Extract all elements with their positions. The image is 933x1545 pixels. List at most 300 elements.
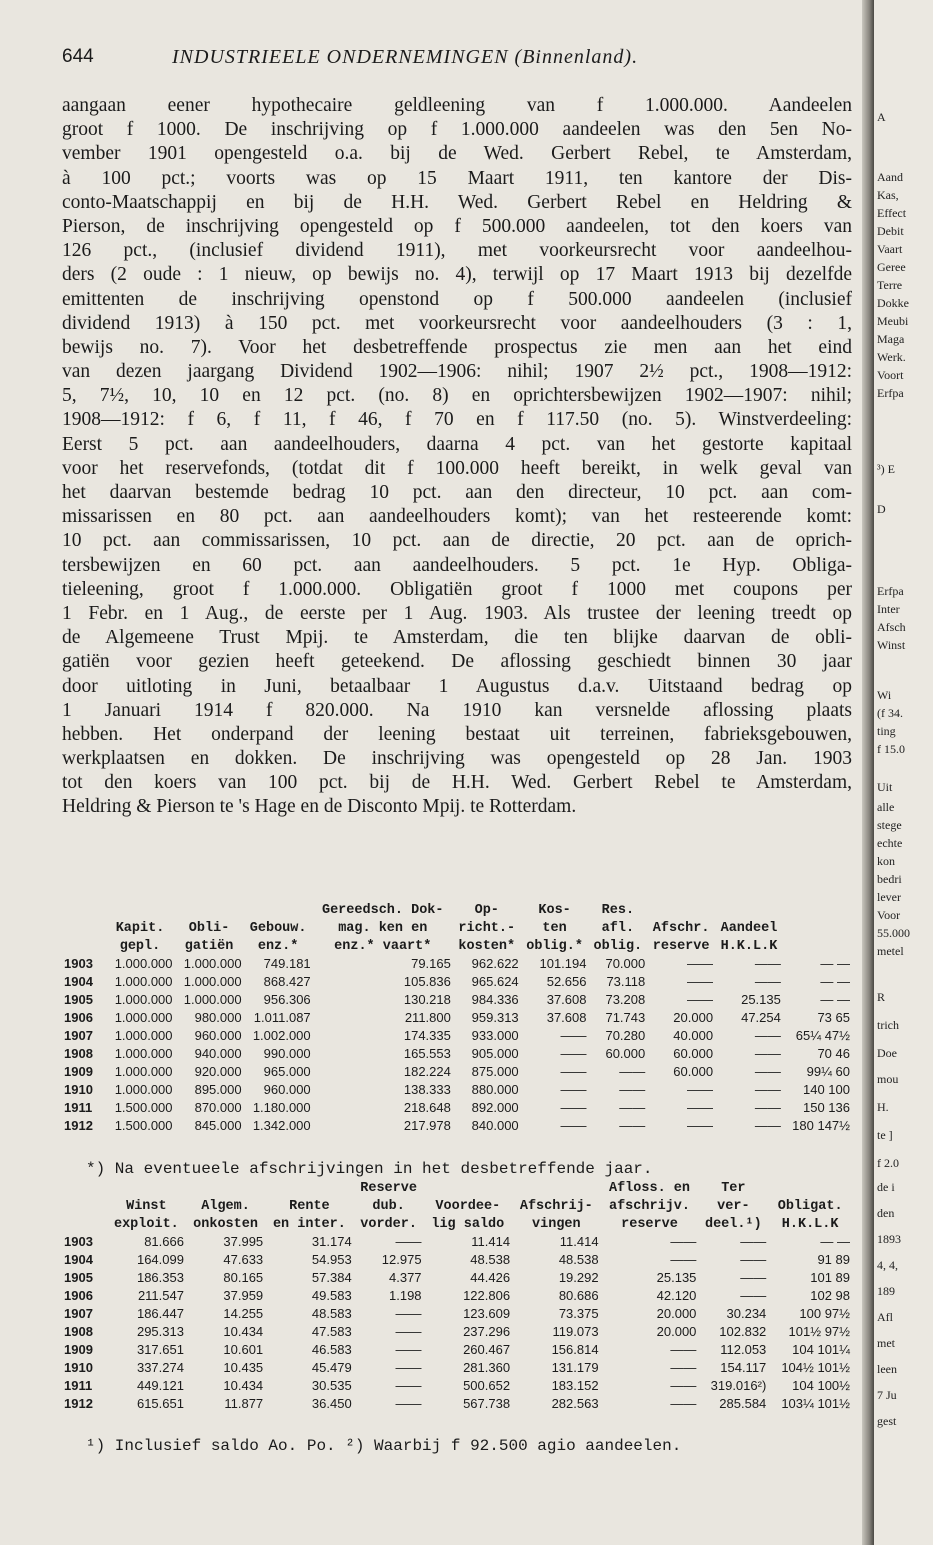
table-header-row <box>62 918 852 936</box>
text-line: door uitloting in Juni, betaalbaar 1 Augustus d.a.v. Uitstaand bedrag op <box>62 675 852 697</box>
text-line: Heldring & Pierson te 's Hage en de Disconto Mpij. te Rotterdam. <box>62 796 577 818</box>
table-cell: — — <box>820 955 850 971</box>
table-cell: 48.538 <box>470 1251 511 1267</box>
text-line: hebben. Het onderpand der leening bestaat uit terreinen, fabrieksgebouwen, <box>62 723 852 745</box>
table1-footnote: *) Na eventueele afschrijvingen in het desbetreffende jaar. <box>86 1160 653 1178</box>
table-cell: 104½ 101½ <box>781 1359 850 1375</box>
table-cell: —— <box>395 1233 422 1249</box>
year-cell: 1912 <box>64 1117 93 1133</box>
table-cell: 131.179 <box>551 1359 599 1375</box>
year-cell: 1906 <box>64 1287 93 1303</box>
table-cell: 10.434 <box>223 1377 264 1393</box>
year-cell: 1905 <box>64 991 93 1007</box>
table-cell: —— <box>754 1099 781 1115</box>
column-header: H.K.L.K <box>781 1217 839 1232</box>
adjacent-page-fragment: de i <box>877 1180 895 1194</box>
adjacent-page-fragment: Voor <box>877 908 901 922</box>
column-header <box>62 1178 107 1196</box>
table-cell: 1.198 <box>389 1287 422 1303</box>
table-cell: 49.583 <box>311 1287 352 1303</box>
adjacent-page-fragment: A <box>877 110 886 124</box>
table-cell: 965.624 <box>471 973 519 989</box>
table-cell: 70.280 <box>605 1027 646 1043</box>
table-cell: 20.000 <box>656 1305 697 1321</box>
table-cell: 73.208 <box>605 991 646 1007</box>
table-cell: —— <box>560 1099 587 1115</box>
table-header-row <box>62 900 852 918</box>
year-cell: 1910 <box>64 1081 93 1097</box>
adjacent-page-fragment: (f 34. <box>877 706 903 720</box>
table-cell: 104 101¼ <box>792 1341 850 1357</box>
table-row <box>62 1304 852 1322</box>
table-cell: 1.000.000 <box>183 973 242 989</box>
table-cell: 71.743 <box>605 1009 646 1025</box>
column-header: gepl. <box>119 939 161 954</box>
table-cell: 4.377 <box>389 1269 422 1285</box>
adjacent-page-fragment: Winst <box>877 638 906 652</box>
adjacent-page-fragment: R <box>877 990 886 1004</box>
table-cell: 30.234 <box>726 1305 767 1321</box>
text-line: groot f 1000. De inschrijving op f 1.000.000 aandeelen was den 5en No- <box>62 119 852 141</box>
column-header <box>783 900 852 918</box>
table-cell: 65¼ 47½ <box>795 1027 850 1043</box>
adjacent-page-fragment: leen <box>877 1362 897 1376</box>
table-cell: 165.553 <box>403 1045 451 1061</box>
table-cell: 960.000 <box>263 1081 311 1097</box>
adjacent-page-fragment: Terre <box>877 278 903 292</box>
year-cell: 1907 <box>64 1027 93 1043</box>
table-cell: —— <box>619 1081 646 1097</box>
adjacent-page-fragment: 1893 <box>877 1232 901 1246</box>
table-cell: 52.656 <box>546 973 587 989</box>
table-cell: 319.016²) <box>710 1377 767 1393</box>
column-header <box>783 936 852 954</box>
table-cell: 211.800 <box>404 1009 451 1025</box>
text-line: tersbewijzen en 60 pct. aan aandeelhouders. 5 pct. 1e Hyp. Obliga- <box>62 554 852 576</box>
table-cell: 48.583 <box>311 1305 352 1321</box>
table-cell: 965.000 <box>263 1063 311 1079</box>
column-header: Gebouw. <box>249 921 307 936</box>
table-cell: 174.335 <box>403 1027 451 1043</box>
table-cell: 105.836 <box>403 973 451 989</box>
adjacent-page-fragment: Dokke <box>877 296 909 310</box>
year-cell: 1905 <box>64 1269 93 1285</box>
table-cell: 60.000 <box>673 1045 714 1061</box>
table-cell: 990.000 <box>263 1045 311 1061</box>
table-cell: 12.975 <box>381 1251 422 1267</box>
table-cell: 956.306 <box>263 991 311 1007</box>
table-cell: 54.953 <box>311 1251 352 1267</box>
column-header: ver- <box>717 1199 750 1214</box>
text-line: Pierson, de inschrijving opengesteld op f 500.000 aandeelen, tot den koers van <box>62 215 852 237</box>
column-header: vingen <box>532 1217 581 1232</box>
table-row <box>62 1376 852 1394</box>
table-cell: 180 147½ <box>792 1117 850 1133</box>
table-cell: 845.000 <box>194 1117 242 1133</box>
table-cell: —— <box>395 1395 422 1411</box>
table-cell: 138.333 <box>403 1081 451 1097</box>
column-header: enz.* vaart* <box>334 939 432 954</box>
text-line: emittenten de inschrijving openstond op f 500.000 aandeelen (inclusief <box>62 288 852 310</box>
column-header: Algem. <box>201 1199 250 1214</box>
text-line: Eerst 5 pct. aan aandeelhouders, daarna 4 pct. van het gestorte kapitaal <box>62 433 852 455</box>
table-cell: 101 89 <box>810 1269 850 1285</box>
table-cell: 37.608 <box>546 1009 587 1025</box>
table-cell: 154.117 <box>720 1359 767 1375</box>
table-cell: —— <box>687 1099 714 1115</box>
table-cell: 37.959 <box>223 1287 264 1303</box>
table-cell: —— <box>395 1359 422 1375</box>
table-cell: 36.450 <box>311 1395 352 1411</box>
table2-footnote: ¹) Inclusief saldo Ao. Po. ²) Waarbij f 92.500 agio aandeelen. <box>86 1437 682 1455</box>
adjacent-page-fragment: Maga <box>877 332 905 346</box>
year-cell: 1912 <box>64 1395 93 1411</box>
table-cell: 237.296 <box>463 1323 511 1339</box>
adjacent-page-fragment: Vaart <box>877 242 903 256</box>
table-row <box>62 1268 852 1286</box>
adjacent-page-fragment: Meubi <box>877 314 909 328</box>
table-cell: —— <box>687 973 714 989</box>
table-cell: 282.563 <box>551 1395 599 1411</box>
table-cell: 317.651 <box>136 1341 184 1357</box>
text-line: 1908—1912: f 6, f 11, f 46, f 70 en f 117.50 (no. 5). Winstverdeeling: <box>62 409 852 431</box>
adjacent-page-fragment: 7 Ju <box>877 1388 897 1402</box>
table-cell: 1.011.087 <box>253 1009 311 1025</box>
table-cell: 895.000 <box>194 1081 242 1097</box>
text-line: 5, 7½, 10, 10 en 12 pct. (no. 8) en oprichtersbewijzen 1902—1907: nihil; <box>62 385 852 407</box>
table-cell: —— <box>754 1117 781 1133</box>
table-cell: — — <box>820 1233 850 1249</box>
table-cell: 749.181 <box>263 955 311 971</box>
column-header <box>62 918 105 936</box>
text-line: aangaan eener hypothecaire geldleening van f 1.000.000. Aandeelen <box>62 95 852 116</box>
column-header: richt.- <box>458 921 516 936</box>
table-cell: 10.434 <box>223 1323 264 1339</box>
table-cell: 500.652 <box>463 1377 511 1393</box>
table-cell: 91 89 <box>817 1251 850 1267</box>
table-cell: 940.000 <box>194 1045 242 1061</box>
adjacent-page-fragment: Debit <box>877 224 904 238</box>
table-cell: 1.500.000 <box>114 1117 173 1133</box>
table-cell: —— <box>395 1341 422 1357</box>
table-cell: 156.814 <box>551 1341 599 1357</box>
table-cell: 25.135 <box>741 991 781 1007</box>
table-cell: 140 100 <box>803 1081 850 1097</box>
table-cell: —— <box>395 1323 422 1339</box>
column-header: dub. <box>372 1199 405 1214</box>
page-title: INDUSTRIEELE ONDERNEMINGEN (Binnenland). <box>172 46 639 68</box>
page-number: 644 <box>62 46 94 67</box>
table-cell: —— <box>754 1081 781 1097</box>
adjacent-page-fragment: kon <box>877 854 895 868</box>
table-row <box>62 1098 852 1116</box>
text-line: 126 pct., (inclusief dividend 1911), met voorkeursrecht voor aandeelhou- <box>62 240 852 262</box>
column-header: exploit. <box>113 1217 179 1232</box>
column-header <box>107 1178 186 1196</box>
adjacent-page-fragment: ting <box>877 724 896 738</box>
table-cell: 103¼ 101½ <box>781 1395 850 1411</box>
table-cell: 1.180.000 <box>252 1099 311 1115</box>
table-cell: 870.000 <box>194 1099 242 1115</box>
table-cell: 920.000 <box>194 1063 242 1079</box>
table-cell: 1.342.000 <box>252 1117 311 1133</box>
column-header: Voordee- <box>435 1199 501 1214</box>
column-header <box>175 900 244 918</box>
table-cell: 100 97½ <box>799 1305 850 1321</box>
column-header: Afschrij- <box>519 1199 593 1214</box>
table-cell: —— <box>687 1117 714 1133</box>
table-cell: 1.000.000 <box>114 955 173 971</box>
table-cell: 905.000 <box>471 1045 519 1061</box>
table-cell: 875.000 <box>471 1063 519 1079</box>
table-cell: 933.000 <box>471 1027 519 1043</box>
column-header <box>105 900 174 918</box>
adjacent-page-fragment: 189 <box>877 1284 895 1298</box>
table-cell: 960.000 <box>194 1027 242 1043</box>
table-cell: 1.500.000 <box>114 1099 173 1115</box>
table-cell: 102 98 <box>810 1287 850 1303</box>
column-header: Afloss. en <box>608 1181 690 1196</box>
table-row <box>62 1394 852 1412</box>
column-header: en inter. <box>272 1217 346 1232</box>
table-cell: 70 46 <box>817 1045 850 1061</box>
table-row <box>62 1286 852 1304</box>
table-cell: 868.427 <box>263 973 311 989</box>
table-cell: 130.218 <box>403 991 451 1007</box>
table-cell: 980.000 <box>194 1009 242 1025</box>
adjacent-page-fragment: lever <box>877 890 901 904</box>
table-cell: —— <box>687 991 714 1007</box>
table-cell: —— <box>560 1063 587 1079</box>
table-cell: 99¼ 60 <box>806 1063 850 1079</box>
text-line: missarissen en 80 pct. aan aandeelhouders komt); van het resteerende komt: <box>62 506 852 528</box>
table-cell: —— <box>560 1045 587 1061</box>
table-cell: 123.609 <box>463 1305 511 1321</box>
text-line: 1 Januari 1914 f 820.000. Na 1910 kan versnelde aflossing plaats <box>62 699 852 721</box>
table-cell: 119.073 <box>552 1323 599 1339</box>
text-line: dividend 1913) à 150 pct. met voorkeursrecht voor aandeelhouders (3 : 1, <box>62 312 852 334</box>
table-cell: 183.152 <box>551 1377 599 1393</box>
table-cell: 19.292 <box>558 1269 599 1285</box>
adjacent-page-fragment: Geree <box>877 260 906 274</box>
text-line: tieleening, groot f 1.000.000. Obligatiën groot f 1000 met coupons per <box>62 578 852 600</box>
table-cell: 1.000.000 <box>114 1063 173 1079</box>
table-cell: —— <box>754 1027 781 1043</box>
table-cell: 285.584 <box>719 1395 767 1411</box>
text-line: voor het reservefonds, (totdat dit f 100.000 heeft bereikt, in welk geval van <box>62 457 852 479</box>
table-cell: 101.194 <box>539 955 587 971</box>
text-line: conto-Maatschappij en bij de H.H. Wed. Gerbert Rebel en Heldring & <box>62 191 852 213</box>
table-cell: 11.414 <box>559 1233 599 1249</box>
year-cell: 1911 <box>64 1377 93 1393</box>
table-cell: 10.601 <box>223 1341 264 1357</box>
adjacent-page-fragment: Kas, <box>877 188 899 202</box>
table-cell: —— <box>619 1063 646 1079</box>
year-cell: 1907 <box>64 1305 93 1321</box>
table-cell: —— <box>560 1081 587 1097</box>
table-cell: 37.608 <box>546 991 587 1007</box>
table-cell: 449.121 <box>136 1377 184 1393</box>
table-cell: 47.633 <box>223 1251 264 1267</box>
table-row <box>62 1340 852 1358</box>
column-header: enz.* <box>257 939 299 954</box>
adjacent-page-fragment: Aand <box>877 170 903 184</box>
table-cell: 11.414 <box>471 1233 511 1249</box>
table-cell: 962.622 <box>471 955 519 971</box>
text-line: werkplaatsen en dokken. De inschrijving was opengesteld op 28 Jan. 1903 <box>62 748 852 770</box>
column-header: afl. <box>601 921 635 936</box>
table-cell: —— <box>395 1377 422 1393</box>
adjacent-page-fragment: Uit <box>877 780 893 794</box>
adjacent-page-fragment: Doe <box>877 1046 897 1060</box>
table-cell: 1.000.000 <box>183 991 242 1007</box>
adjacent-page-fragment: trich <box>877 1018 899 1032</box>
table-cell: 182.224 <box>403 1063 451 1079</box>
table-cell: 81.666 <box>144 1233 184 1249</box>
table-header-row <box>62 1178 852 1196</box>
adjacent-page-edge <box>874 0 933 1545</box>
column-header <box>62 900 105 918</box>
table-cell: 20.000 <box>656 1323 697 1339</box>
table-cell: —— <box>670 1251 697 1267</box>
table-cell: 186.353 <box>136 1269 184 1285</box>
table-cell: 295.313 <box>136 1323 184 1339</box>
table-cell: —— <box>740 1287 767 1303</box>
table-cell: 57.384 <box>311 1269 352 1285</box>
adjacent-page-fragment: ³) E <box>877 462 895 476</box>
table-cell: —— <box>687 1081 714 1097</box>
adjacent-page-fragment: Effect <box>877 206 907 220</box>
table-cell: 25.135 <box>656 1269 697 1285</box>
text-line: het daarvan bestemde bedrag 10 pct. aan den directeur, 10 pct. aan com- <box>62 482 852 503</box>
column-header: lig saldo <box>431 1217 505 1232</box>
text-line: gatiën voor gezien heeft geteekend. De aflossing geschiedt binnen 30 jaar <box>62 651 852 673</box>
table-cell: 70.000 <box>605 955 646 971</box>
table-row <box>62 1044 852 1062</box>
table-cell: 30.535 <box>311 1377 352 1393</box>
table-row <box>62 1062 852 1080</box>
year-cell: 1904 <box>64 973 93 989</box>
column-header <box>647 900 715 918</box>
table-cell: 1.000.000 <box>114 973 173 989</box>
text-line: vember 1901 opengesteld o.a. bij de Wed. Gerbert Rebel, te Amsterdam, <box>62 143 852 165</box>
column-header <box>768 1178 852 1196</box>
table-cell: —— <box>754 973 781 989</box>
table-cell: 44.426 <box>470 1269 511 1285</box>
text-line: ders (2 oude : 1 nieuw, op bewijs no. 4), terwijl op 17 Maart 1913 bij dezelfde <box>62 264 852 286</box>
year-cell: 1910 <box>64 1359 93 1375</box>
table-cell: —— <box>395 1305 422 1321</box>
adjacent-page-fragment: Voort <box>877 368 904 382</box>
balance-table <box>62 900 852 1134</box>
column-header: Afschr. <box>652 921 710 936</box>
table-cell: 101½ 97½ <box>788 1323 850 1339</box>
table-cell: —— <box>740 1269 767 1285</box>
table-row <box>62 1008 852 1026</box>
table-cell: 31.174 <box>311 1233 352 1249</box>
column-header: Obli- <box>188 921 230 936</box>
table-cell: 60.000 <box>673 1063 714 1079</box>
text-line: 10 pct. aan commissarissen, 10 pct. aan de directie, 20 pct. aan de oprich- <box>62 530 852 552</box>
table-cell: 892.000 <box>471 1099 519 1115</box>
column-header: Op- <box>474 903 499 918</box>
table-cell: 10.435 <box>223 1359 264 1375</box>
adjacent-page-fragment: mou <box>877 1072 899 1086</box>
table-cell: 104 100½ <box>792 1377 850 1393</box>
adjacent-page-fragment: Afsch <box>877 620 906 634</box>
table-cell: —— <box>670 1341 697 1357</box>
column-header: mag. ken en <box>338 921 428 936</box>
table-cell: 112.053 <box>720 1341 767 1357</box>
table-header-row <box>62 936 852 954</box>
table-cell: 60.000 <box>605 1045 646 1061</box>
table-cell: 217.978 <box>403 1117 451 1133</box>
table-cell: 42.120 <box>656 1287 697 1303</box>
column-header: oblig.* <box>526 939 583 954</box>
column-header: oblig. <box>593 939 643 954</box>
table-cell: 14.255 <box>223 1305 264 1321</box>
adjacent-page-fragment: D <box>877 502 886 516</box>
table-cell: 567.738 <box>463 1395 511 1411</box>
column-header <box>62 1214 107 1232</box>
table-cell: 1.000.000 <box>114 1045 173 1061</box>
table-row <box>62 1116 852 1134</box>
column-header: Reserve <box>360 1181 417 1196</box>
table-header-row <box>62 1196 852 1214</box>
table-cell: 20.000 <box>673 1009 714 1025</box>
column-header: Aandeel <box>720 921 778 936</box>
table-cell: 1.000.000 <box>114 1081 173 1097</box>
adjacent-page-fragment: Wi <box>877 688 892 702</box>
table-cell: 102.832 <box>719 1323 767 1339</box>
table-cell: 73 65 <box>817 1009 850 1025</box>
profit-table <box>62 1178 852 1412</box>
table-cell: —— <box>560 1117 587 1133</box>
table-cell: 40.000 <box>673 1027 714 1043</box>
table-cell: 1.002.000 <box>252 1027 311 1043</box>
table-cell: 150 136 <box>803 1099 850 1115</box>
table-cell: 45.479 <box>311 1359 352 1375</box>
adjacent-page-fragment: stege <box>877 818 902 832</box>
column-header <box>62 1196 107 1214</box>
table-cell: —— <box>619 1117 646 1133</box>
table-cell: —— <box>754 1063 781 1079</box>
column-header <box>62 936 105 954</box>
column-header: Gereedsch. Dok- <box>321 903 444 918</box>
table-cell: 1.000.000 <box>114 1009 173 1025</box>
year-cell: 1909 <box>64 1063 93 1079</box>
adjacent-page-fragment: Inter <box>877 602 900 616</box>
column-header: Kos- <box>538 903 571 918</box>
table-cell: 1.000.000 <box>114 1027 173 1043</box>
column-header: ten <box>542 921 567 936</box>
table-cell: 164.099 <box>136 1251 184 1267</box>
text-line: 1 Febr. en 1 Aug., de eerste per 1 Aug. 1903. Als trustee der leening treedt op <box>62 602 852 624</box>
table-cell: —— <box>740 1233 767 1249</box>
adjacent-page-fragment: te ] <box>877 1128 893 1142</box>
table-cell: —— <box>740 1251 767 1267</box>
table-cell: 73.375 <box>558 1305 599 1321</box>
year-cell: 1911 <box>64 1099 93 1115</box>
table-cell: 80.686 <box>558 1287 599 1303</box>
adjacent-page-fragment: bedri <box>877 872 902 886</box>
table-cell: —— <box>670 1377 697 1393</box>
table-cell: 186.447 <box>136 1305 184 1321</box>
table-cell: —— <box>560 1027 587 1043</box>
column-header: Ter <box>721 1181 746 1196</box>
table-cell: —— <box>687 955 714 971</box>
year-cell: 1908 <box>64 1045 93 1061</box>
